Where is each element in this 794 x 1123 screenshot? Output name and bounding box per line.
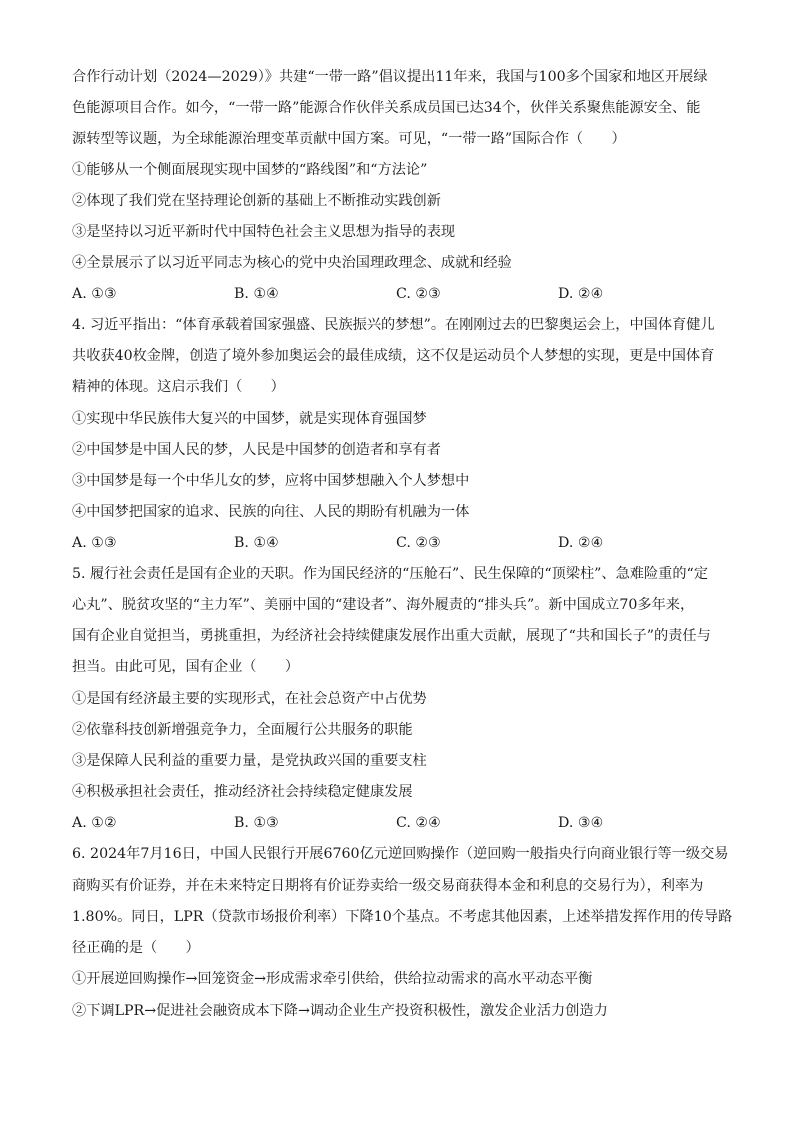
- question-5-stem-line-3: 国有企业自觉担当，勇挑重担，为经济社会持续健康发展作出重大贡献，展现了“共和国长子”的责任与: [72, 628, 711, 644]
- question-3-option-a: A. ①③: [72, 286, 117, 302]
- question-3-statement-4: ④全景展示了以习近平同志为核心的党中央治国理政理念、成就和经验: [72, 255, 512, 271]
- question-3-option-c: C. ②③: [396, 286, 441, 302]
- question-3-option-b: B. ①④: [234, 286, 279, 302]
- question-3-statement-3: ③是坚持以习近平新时代中国特色社会主义思想为指导的表现: [72, 224, 456, 240]
- question-4-option-b: B. ①④: [234, 535, 279, 551]
- question-3-stem-line-2: 色能源项目合作。如今，“一带一路”能源合作伙伴关系成员国已达34个，伙伴关系聚焦能源安全、能: [72, 100, 701, 116]
- question-6-stem-line-1: 6. 2024年7月16日，中国人民银行开展6760亿元逆回购操作（逆回购一般指央行向商业银行等一级交易: [72, 846, 729, 862]
- question-4-statement-2: ②中国梦是中国人民的梦，人民是中国梦的创造者和享有者: [72, 442, 441, 458]
- question-6-stem-line-2: 商购买有价证券，并在未来特定日期将有价证券卖给一级交易商获得本金和利息的交易行为），利率为: [72, 878, 704, 894]
- question-5-stem-line-1: 5. 履行社会责任是国有企业的天职。作为国民经济的“压舱石”、民生保障的“顶梁柱”、急难险重的“定: [72, 566, 709, 582]
- question-4-stem-line-1: 4. 习近平指出：“体育承载着国家强盛、民族振兴的梦想”。在刚刚过去的巴黎奥运会上，中国体育健儿: [72, 317, 715, 333]
- question-5-option-c: C. ②④: [396, 815, 441, 831]
- question-5-statement-4: ④积极承担社会责任，推动经济社会持续稳定健康发展: [72, 784, 413, 800]
- question-3-statement-2: ②体现了我们党在坚持理论创新的基础上不断推动实践创新: [72, 193, 441, 209]
- question-5-stem-line-4: 担当。由此可见，国有企业（ ）: [72, 659, 300, 675]
- question-5-statement-3: ③是保障人民利益的重要力量，是党执政兴国的重要支柱: [72, 753, 427, 769]
- question-6-statement-2: ②下调LPR→促进社会融资成本下降→调动企业生产投资积极性，激发企业活力创造力: [72, 1003, 608, 1019]
- question-4-statement-4: ④中国梦把国家的追求、民族的向往、人民的期盼有机融为一体: [72, 504, 470, 520]
- question-6-stem-line-3: 1.80%。同日，LPR（贷款市场报价利率）下降10个基点。不考虑其他因素，上述举措发挥作用的传导路: [72, 909, 733, 925]
- question-5-option-a: A. ①②: [72, 815, 117, 831]
- question-6-stem-line-4: 径正确的是（ ）: [72, 940, 200, 956]
- question-3-option-d: D. ②④: [558, 286, 604, 302]
- question-5-option-b: B. ①③: [234, 815, 279, 831]
- question-3-stem-line-3: 源转型等议题，为全球能源治理变革贡献中国方案。可见，“一带一路”国际合作（ ）: [72, 131, 626, 147]
- question-3-statement-1: ①能够从一个侧面展现实现中国梦的“路线图”和“方法论”: [72, 162, 428, 178]
- question-5-statement-2: ②依靠科技创新增强竞争力，全面履行公共服务的职能: [72, 722, 413, 738]
- question-6-statement-1: ①开展逆回购操作→回笼资金→形成需求牵引供给，供给拉动需求的高水平动态平衡: [72, 971, 593, 987]
- question-5-statement-1: ①是国有经济最主要的实现形式，在社会总资产中占优势: [72, 691, 427, 707]
- question-4-statement-1: ①实现中华民族伟大复兴的中国梦，就是实现体育强国梦: [72, 411, 427, 427]
- question-3-stem-line-1: 合作行动计划（2024—2029）》共建“一带一路”倡议提出11年来，我国与100多个国家和地区开展绿: [72, 69, 708, 85]
- question-4-option-a: A. ①③: [72, 535, 117, 551]
- question-5-stem-line-2: 心丸”、脱贫攻坚的“主力军”、美丽中国的“建设者”、海外履责的“排头兵”。新中国成立70多年来，: [72, 597, 695, 613]
- question-4-statement-3: ③中国梦是每一个中华儿女的梦，应将中国梦想融入个人梦想中: [72, 473, 470, 489]
- question-4-stem-line-3: 精神的体现。这启示我们（ ）: [72, 379, 285, 395]
- question-5-option-d: D. ③④: [558, 815, 604, 831]
- question-4-option-c: C. ②③: [396, 535, 441, 551]
- question-4-stem-line-2: 共收获40枚金牌，创造了境外参加奥运会的最佳成绩，这不仅是运动员个人梦想的实现，更是中国体育: [72, 348, 715, 364]
- question-4-option-d: D. ②④: [558, 535, 604, 551]
